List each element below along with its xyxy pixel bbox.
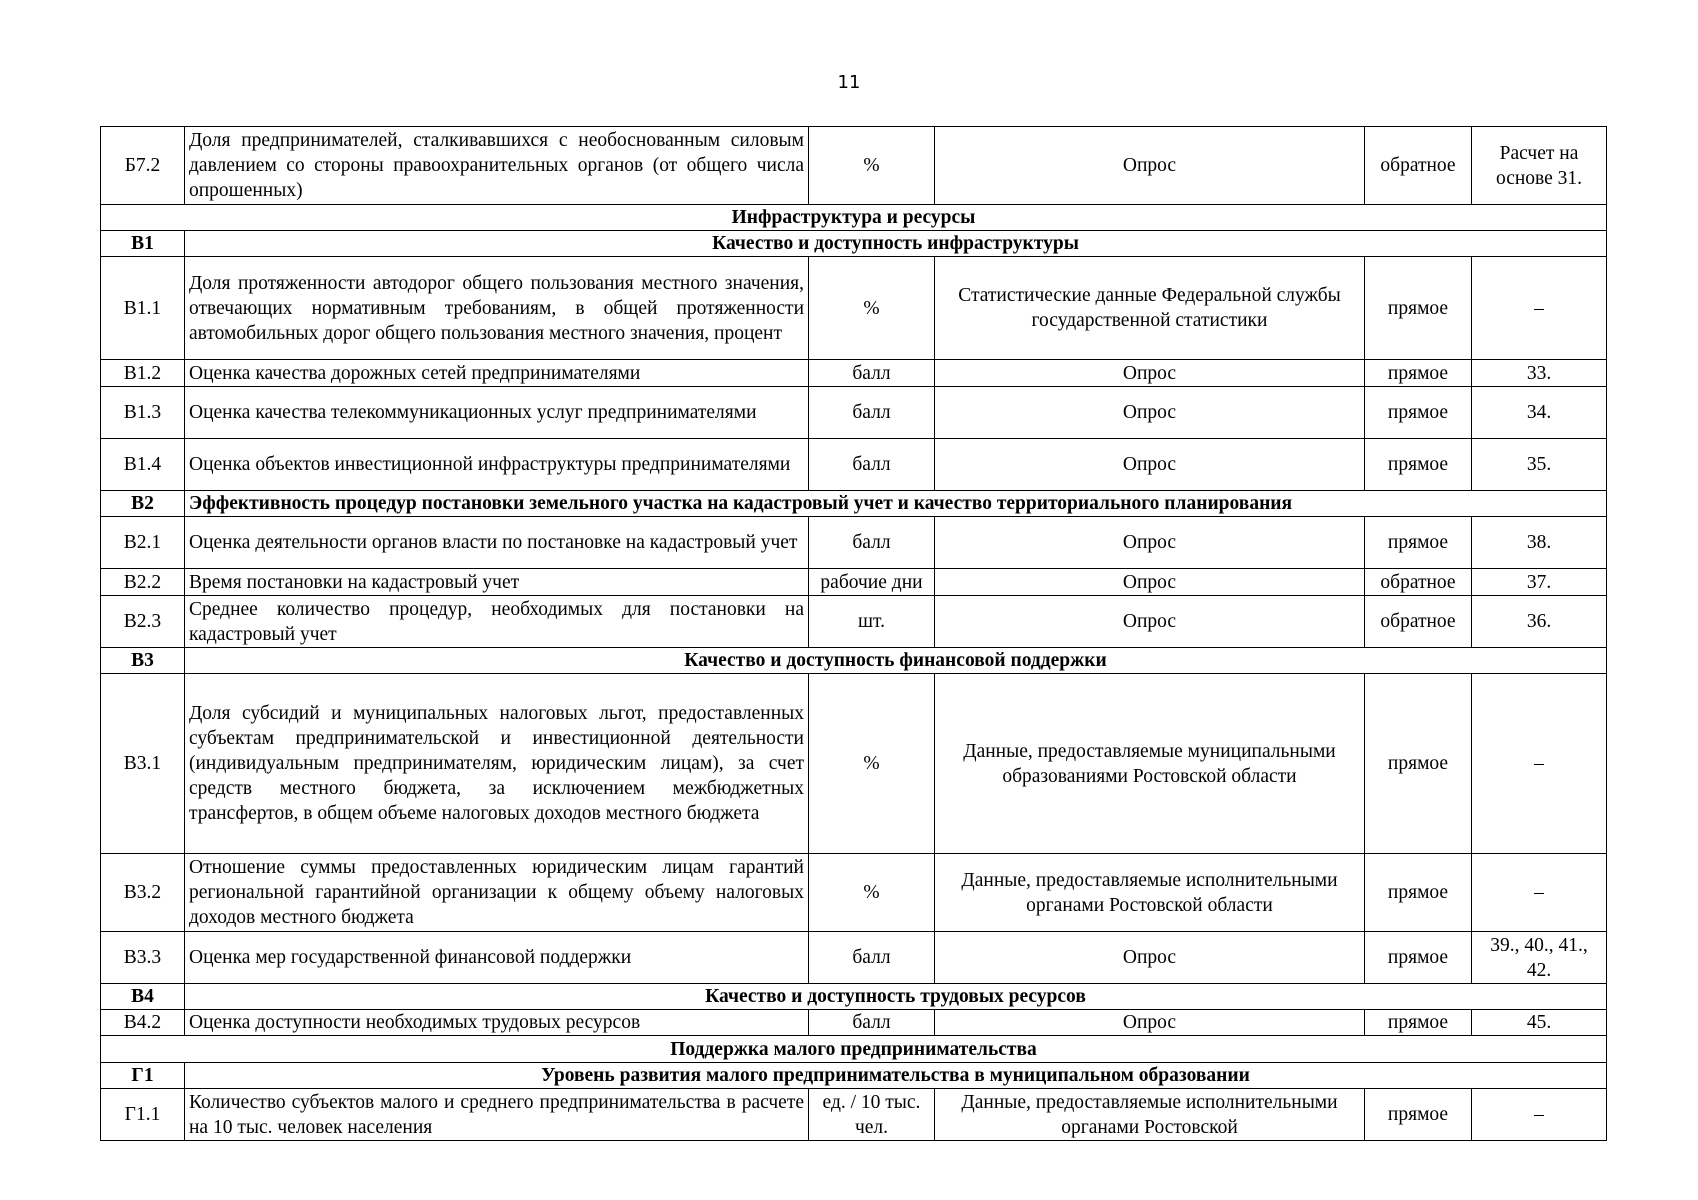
table-row: [101, 1089, 1607, 1141]
unit-cell: %: [809, 854, 935, 932]
basis-cell: 35.: [1472, 439, 1607, 491]
indicator-code: В2.3: [101, 596, 185, 648]
basis-cell: 39., 40., 41., 42.: [1472, 932, 1607, 984]
section-title: Поддержка малого предпринимательства: [101, 1036, 1607, 1063]
section-title: Инфраструктура и ресурсы: [101, 205, 1607, 231]
indicator-code: В1.3: [101, 387, 185, 439]
table-row: [101, 387, 1607, 439]
table-row: [101, 569, 1607, 596]
source-cell: Опрос: [935, 1010, 1365, 1036]
indicator-description: Оценка деятельности органов власти по постановке на кадастровый учет: [185, 517, 809, 569]
basis-cell: –: [1472, 674, 1607, 854]
indicator-description: Доля предпринимателей, сталкивавшихся с необоснованным силовым давлением со стороны правоохранительных органов (от общего числа опрошенных): [185, 127, 809, 205]
basis-cell: –: [1472, 1089, 1607, 1141]
section-row: [101, 205, 1607, 231]
indicator-code: В1.1: [101, 257, 185, 360]
page-number: 11: [837, 72, 861, 93]
basis-cell: 37.: [1472, 569, 1607, 596]
unit-cell: балл: [809, 387, 935, 439]
indicator-code: В3.2: [101, 854, 185, 932]
indicator-description: Оценка доступности необходимых трудовых ресурсов: [185, 1010, 809, 1036]
indicator-code: В2.2: [101, 569, 185, 596]
subsection-row: [101, 984, 1607, 1010]
table-row: [101, 517, 1607, 569]
source-cell: Опрос: [935, 596, 1365, 648]
source-cell: Опрос: [935, 387, 1365, 439]
indicator-code: Б7.2: [101, 127, 185, 205]
table-row: [101, 127, 1607, 205]
indicator-description: Оценка качества телекоммуникационных услуг предпринимателями: [185, 387, 809, 439]
unit-cell: балл: [809, 1010, 935, 1036]
subsection-title: Эффективность процедур постановки земельного участка на кадастровый учет и качество территориального планирования: [185, 491, 1607, 517]
table-row: [101, 932, 1607, 984]
indicator-description: Доля субсидий и муниципальных налоговых льгот, предоставленных субъектам предпринимательской и инвестиционной деятельности (индивидуальным предпринимателям, юридическим лицам), за счет средств местного бюджета, за исключением межбюджетных трансфертов, в общем объеме налоговых доходов местного бюджета: [185, 674, 809, 854]
table-row: [101, 674, 1607, 854]
indicators-table: [100, 126, 1607, 1141]
direction-cell: прямое: [1365, 1089, 1472, 1141]
source-cell: Опрос: [935, 517, 1365, 569]
subsection-title: Качество и доступность инфраструктуры: [185, 231, 1607, 257]
source-cell: Данные, предоставляемые муниципальными образованиями Ростовской области: [935, 674, 1365, 854]
basis-cell: 36.: [1472, 596, 1607, 648]
unit-cell: %: [809, 257, 935, 360]
direction-cell: обратное: [1365, 569, 1472, 596]
subsection-title: Качество и доступность финансовой поддержки: [185, 648, 1607, 674]
indicator-description: Доля протяженности автодорог общего пользования местного значения, отвечающих нормативным требованиям, в общей протяженности автомобильных дорог общего пользования местного значения, процент: [185, 257, 809, 360]
table-row: [101, 439, 1607, 491]
unit-cell: ед. / 10 тыс. чел.: [809, 1089, 935, 1141]
subsection-row: [101, 1063, 1607, 1089]
source-cell: Опрос: [935, 439, 1365, 491]
subsection-code: В3: [101, 648, 185, 674]
unit-cell: %: [809, 674, 935, 854]
basis-cell: –: [1472, 257, 1607, 360]
direction-cell: прямое: [1365, 674, 1472, 854]
indicator-description: Время постановки на кадастровый учет: [185, 569, 809, 596]
subsection-code: В2: [101, 491, 185, 517]
direction-cell: прямое: [1365, 387, 1472, 439]
basis-cell: 33.: [1472, 360, 1607, 387]
direction-cell: обратное: [1365, 127, 1472, 205]
subsection-title: Качество и доступность трудовых ресурсов: [185, 984, 1607, 1010]
indicator-code: В3.3: [101, 932, 185, 984]
source-cell: Опрос: [935, 360, 1365, 387]
direction-cell: прямое: [1365, 257, 1472, 360]
basis-cell: Расчет на основе 31.: [1472, 127, 1607, 205]
direction-cell: прямое: [1365, 517, 1472, 569]
source-cell: Данные, предоставляемые исполнительными органами Ростовской: [935, 1089, 1365, 1141]
indicator-code: В1.4: [101, 439, 185, 491]
indicator-description: Оценка мер государственной финансовой поддержки: [185, 932, 809, 984]
table-row: [101, 360, 1607, 387]
indicator-code: В4.2: [101, 1010, 185, 1036]
subsection-row: [101, 491, 1607, 517]
unit-cell: рабочие дни: [809, 569, 935, 596]
direction-cell: прямое: [1365, 854, 1472, 932]
basis-cell: 38.: [1472, 517, 1607, 569]
section-row: [101, 1036, 1607, 1063]
source-cell: Статистические данные Федеральной службы государственной статистики: [935, 257, 1365, 360]
table-row: [101, 257, 1607, 360]
unit-cell: балл: [809, 439, 935, 491]
unit-cell: балл: [809, 360, 935, 387]
indicator-code: Г1.1: [101, 1089, 185, 1141]
subsection-row: [101, 231, 1607, 257]
indicator-description: Оценка качества дорожных сетей предпринимателями: [185, 360, 809, 387]
subsection-row: [101, 648, 1607, 674]
indicator-description: Количество субъектов малого и среднего предпринимательства в расчете на 10 тыс. человек населения: [185, 1089, 809, 1141]
table-row: [101, 596, 1607, 648]
basis-cell: 34.: [1472, 387, 1607, 439]
unit-cell: шт.: [809, 596, 935, 648]
basis-cell: –: [1472, 854, 1607, 932]
subsection-code: В1: [101, 231, 185, 257]
table-row: [101, 854, 1607, 932]
indicator-code: В2.1: [101, 517, 185, 569]
subsection-code: Г1: [101, 1063, 185, 1089]
indicator-description: Отношение суммы предоставленных юридическим лицам гарантий региональной гарантийной организации к общему объему налоговых доходов местного бюджета: [185, 854, 809, 932]
subsection-code: В4: [101, 984, 185, 1010]
subsection-title: Уровень развития малого предпринимательства в муниципальном образовании: [185, 1063, 1607, 1089]
direction-cell: обратное: [1365, 596, 1472, 648]
unit-cell: балл: [809, 932, 935, 984]
indicator-description: Среднее количество процедур, необходимых для постановки на кадастровый учет: [185, 596, 809, 648]
source-cell: Опрос: [935, 932, 1365, 984]
table-row: [101, 1010, 1607, 1036]
indicator-code: В3.1: [101, 674, 185, 854]
source-cell: Данные, предоставляемые исполнительными органами Ростовской области: [935, 854, 1365, 932]
direction-cell: прямое: [1365, 1010, 1472, 1036]
unit-cell: балл: [809, 517, 935, 569]
basis-cell: 45.: [1472, 1010, 1607, 1036]
direction-cell: прямое: [1365, 932, 1472, 984]
indicator-code: В1.2: [101, 360, 185, 387]
direction-cell: прямое: [1365, 360, 1472, 387]
indicator-description: Оценка объектов инвестиционной инфраструктуры предпринимателями: [185, 439, 809, 491]
unit-cell: %: [809, 127, 935, 205]
direction-cell: прямое: [1365, 439, 1472, 491]
source-cell: Опрос: [935, 127, 1365, 205]
source-cell: Опрос: [935, 569, 1365, 596]
